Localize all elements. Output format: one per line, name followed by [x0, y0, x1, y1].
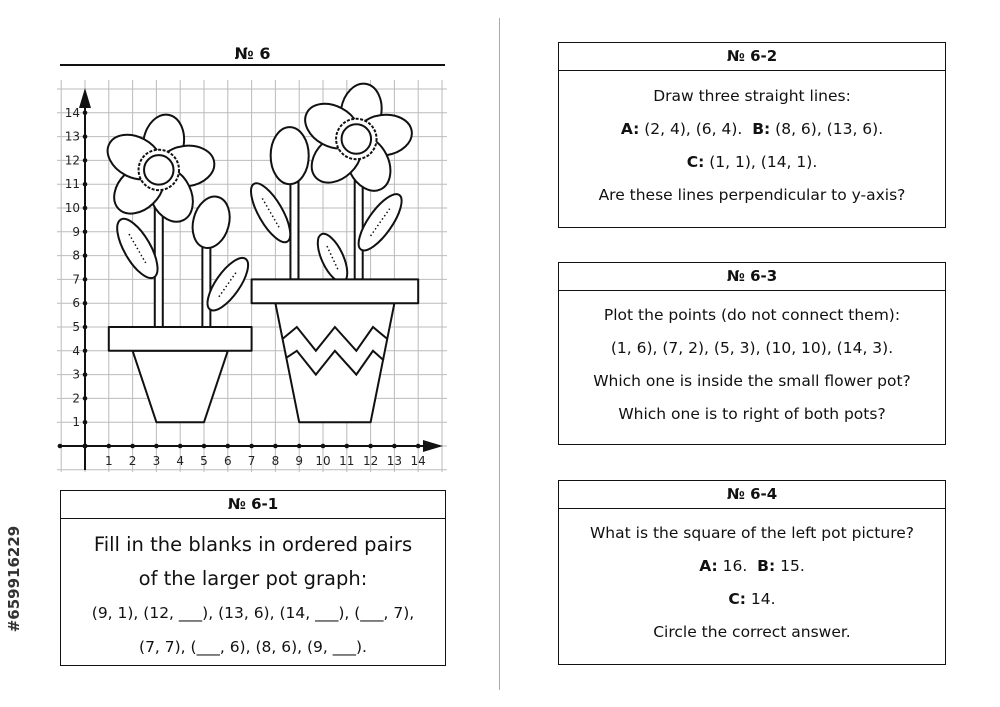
label-a: A: — [620, 120, 640, 138]
task-6-1-line3: (9, 1), (12, ___), (13, 6), (14, ___), (___, 7), — [91, 604, 415, 622]
task-6-2-line-ab — [559, 113, 945, 146]
x-tick-dot — [202, 444, 207, 449]
y-tick-dot — [83, 301, 88, 306]
task-6-4-option-c — [559, 583, 945, 616]
x-tick-dot — [58, 444, 63, 449]
y-tick-dot — [83, 325, 88, 330]
x-tick-dot — [154, 444, 159, 449]
x-tick-label: 4 — [176, 454, 185, 468]
small-pot-body — [133, 351, 228, 422]
task-6-2-header: № 6-2 — [559, 43, 945, 71]
left-bud-stem — [202, 244, 210, 327]
task-6-3-line4: Which one is to right of both pots? — [618, 405, 886, 423]
x-tick-dot — [297, 444, 302, 449]
x-tick-label: 9 — [295, 454, 304, 468]
line-a-points: (2, 4), (6, 4). — [639, 120, 753, 138]
task-6-1-line4: (7, 7), (___, 6), (8, 6), (9, ___). — [139, 638, 367, 656]
y-tick-dot — [83, 206, 88, 211]
x-axis-arrow-icon — [423, 440, 443, 452]
task-6-4-line1: What is the square of the left pot picture? — [589, 524, 914, 542]
y-tick-dot — [83, 111, 88, 116]
option-c-value: 14. — [746, 590, 776, 608]
y-tick-label: 2 — [72, 391, 80, 406]
x-tick-label: 14 — [410, 454, 426, 468]
x-tick-dot — [416, 444, 421, 449]
x-tick-label: 6 — [223, 454, 232, 468]
x-tick-label: 13 — [386, 454, 403, 468]
task-6-4-box — [558, 480, 946, 665]
y-tick-label: 6 — [72, 296, 80, 311]
option-a-value: 16. — [717, 557, 758, 575]
x-tick-dot — [321, 444, 326, 449]
y-tick-label: 9 — [72, 224, 80, 239]
y-tick-dot — [83, 349, 88, 354]
task-6-2-line-c — [559, 146, 945, 179]
x-tick-dot — [368, 444, 373, 449]
x-tick-label: 3 — [152, 454, 161, 468]
task-6-2-box — [558, 42, 946, 228]
task-6-1-line2: of the larger pot graph: — [138, 567, 368, 590]
y-tick-dot — [83, 182, 88, 187]
stock-id-watermark — [4, 465, 26, 695]
y-axis-arrow-icon — [79, 88, 91, 108]
right-bud — [271, 127, 309, 184]
small-pot-rim — [109, 327, 252, 351]
y-tick-label: 1 — [72, 415, 80, 430]
task-6-1-box — [60, 490, 446, 666]
worksheet-title: № 6 — [234, 44, 271, 63]
y-tick-label: 11 — [64, 177, 80, 192]
stock-id-text: #659916229 — [5, 525, 23, 633]
y-tick-dot — [83, 230, 88, 235]
large-pot-body — [275, 303, 394, 422]
right-bud-stem — [290, 179, 298, 279]
x-tick-dot — [345, 444, 350, 449]
x-tick-dot — [273, 444, 278, 449]
x-tick-dot — [226, 444, 231, 449]
x-tick-label: 1 — [104, 454, 113, 468]
y-tick-dot — [83, 134, 88, 139]
task-6-2-line1: Draw three straight lines: — [653, 87, 851, 105]
y-tick-dot — [83, 277, 88, 282]
y-tick-dot — [83, 253, 88, 258]
x-tick-dot — [130, 444, 135, 449]
task-6-4-line4: Circle the correct answer. — [653, 623, 851, 641]
x-tick-label: 7 — [247, 454, 256, 468]
label-c: C: — [686, 153, 705, 171]
coordinate-grid-picture — [0, 0, 500, 480]
task-6-4-options-ab — [559, 550, 945, 583]
option-a-label: A: — [699, 557, 718, 575]
option-b-label: B: — [757, 557, 776, 575]
y-tick-label: 5 — [72, 320, 80, 334]
task-6-4-header: № 6-4 — [559, 481, 945, 509]
option-b-value: 15. — [775, 557, 805, 575]
right-flower-stem — [355, 172, 363, 279]
x-tick-label: 8 — [271, 454, 280, 468]
y-tick-dot — [83, 158, 88, 163]
y-tick-label: 8 — [72, 248, 80, 263]
x-tick-dot — [392, 444, 397, 449]
x-tick-dot — [249, 444, 254, 449]
y-tick-label: 14 — [64, 105, 80, 120]
x-tick-dot — [107, 444, 112, 449]
origin-dot — [83, 444, 88, 449]
task-6-3-header: № 6-3 — [559, 263, 945, 291]
y-tick-label: 12 — [64, 153, 80, 168]
task-6-3-line3: Which one is inside the small flower pot? — [593, 372, 911, 390]
left-flower-center — [144, 155, 174, 185]
task-6-3-line2: (1, 6), (7, 2), (5, 3), (10, 10), (14, 3). — [610, 339, 894, 357]
y-tick-dot — [83, 372, 88, 377]
task-6-3-box — [558, 262, 946, 445]
option-c-label: C: — [728, 590, 746, 608]
line-b-points: (8, 6), (13, 6). — [770, 120, 884, 138]
x-tick-label: 11 — [339, 454, 355, 468]
label-b: B: — [752, 120, 771, 138]
y-tick-dot — [83, 396, 88, 401]
task-6-1-line1: Fill in the blanks in ordered pairs — [93, 533, 413, 556]
x-tick-label: 5 — [200, 454, 208, 468]
y-tick-label: 10 — [64, 201, 80, 215]
task-6-3-line1: Plot the points (do not connect them): — [603, 306, 901, 324]
line-c-points: (1, 1), (14, 1). — [704, 153, 818, 171]
y-tick-label: 7 — [72, 272, 80, 287]
y-tick-label: 3 — [72, 367, 80, 382]
right-flower-center — [342, 124, 372, 154]
x-tick-label: 2 — [128, 454, 137, 468]
x-tick-dot — [178, 444, 183, 449]
y-tick-dot — [83, 420, 88, 425]
x-tick-label: 10 — [315, 454, 331, 468]
task-6-1-header: № 6-1 — [61, 491, 445, 519]
x-tick-label: 12 — [362, 454, 379, 468]
task-6-2-question: Are these lines perpendicular to y-axis? — [598, 186, 906, 204]
large-pot-rim — [252, 279, 419, 303]
y-tick-label: 4 — [72, 343, 80, 358]
y-tick-label: 13 — [64, 129, 80, 144]
